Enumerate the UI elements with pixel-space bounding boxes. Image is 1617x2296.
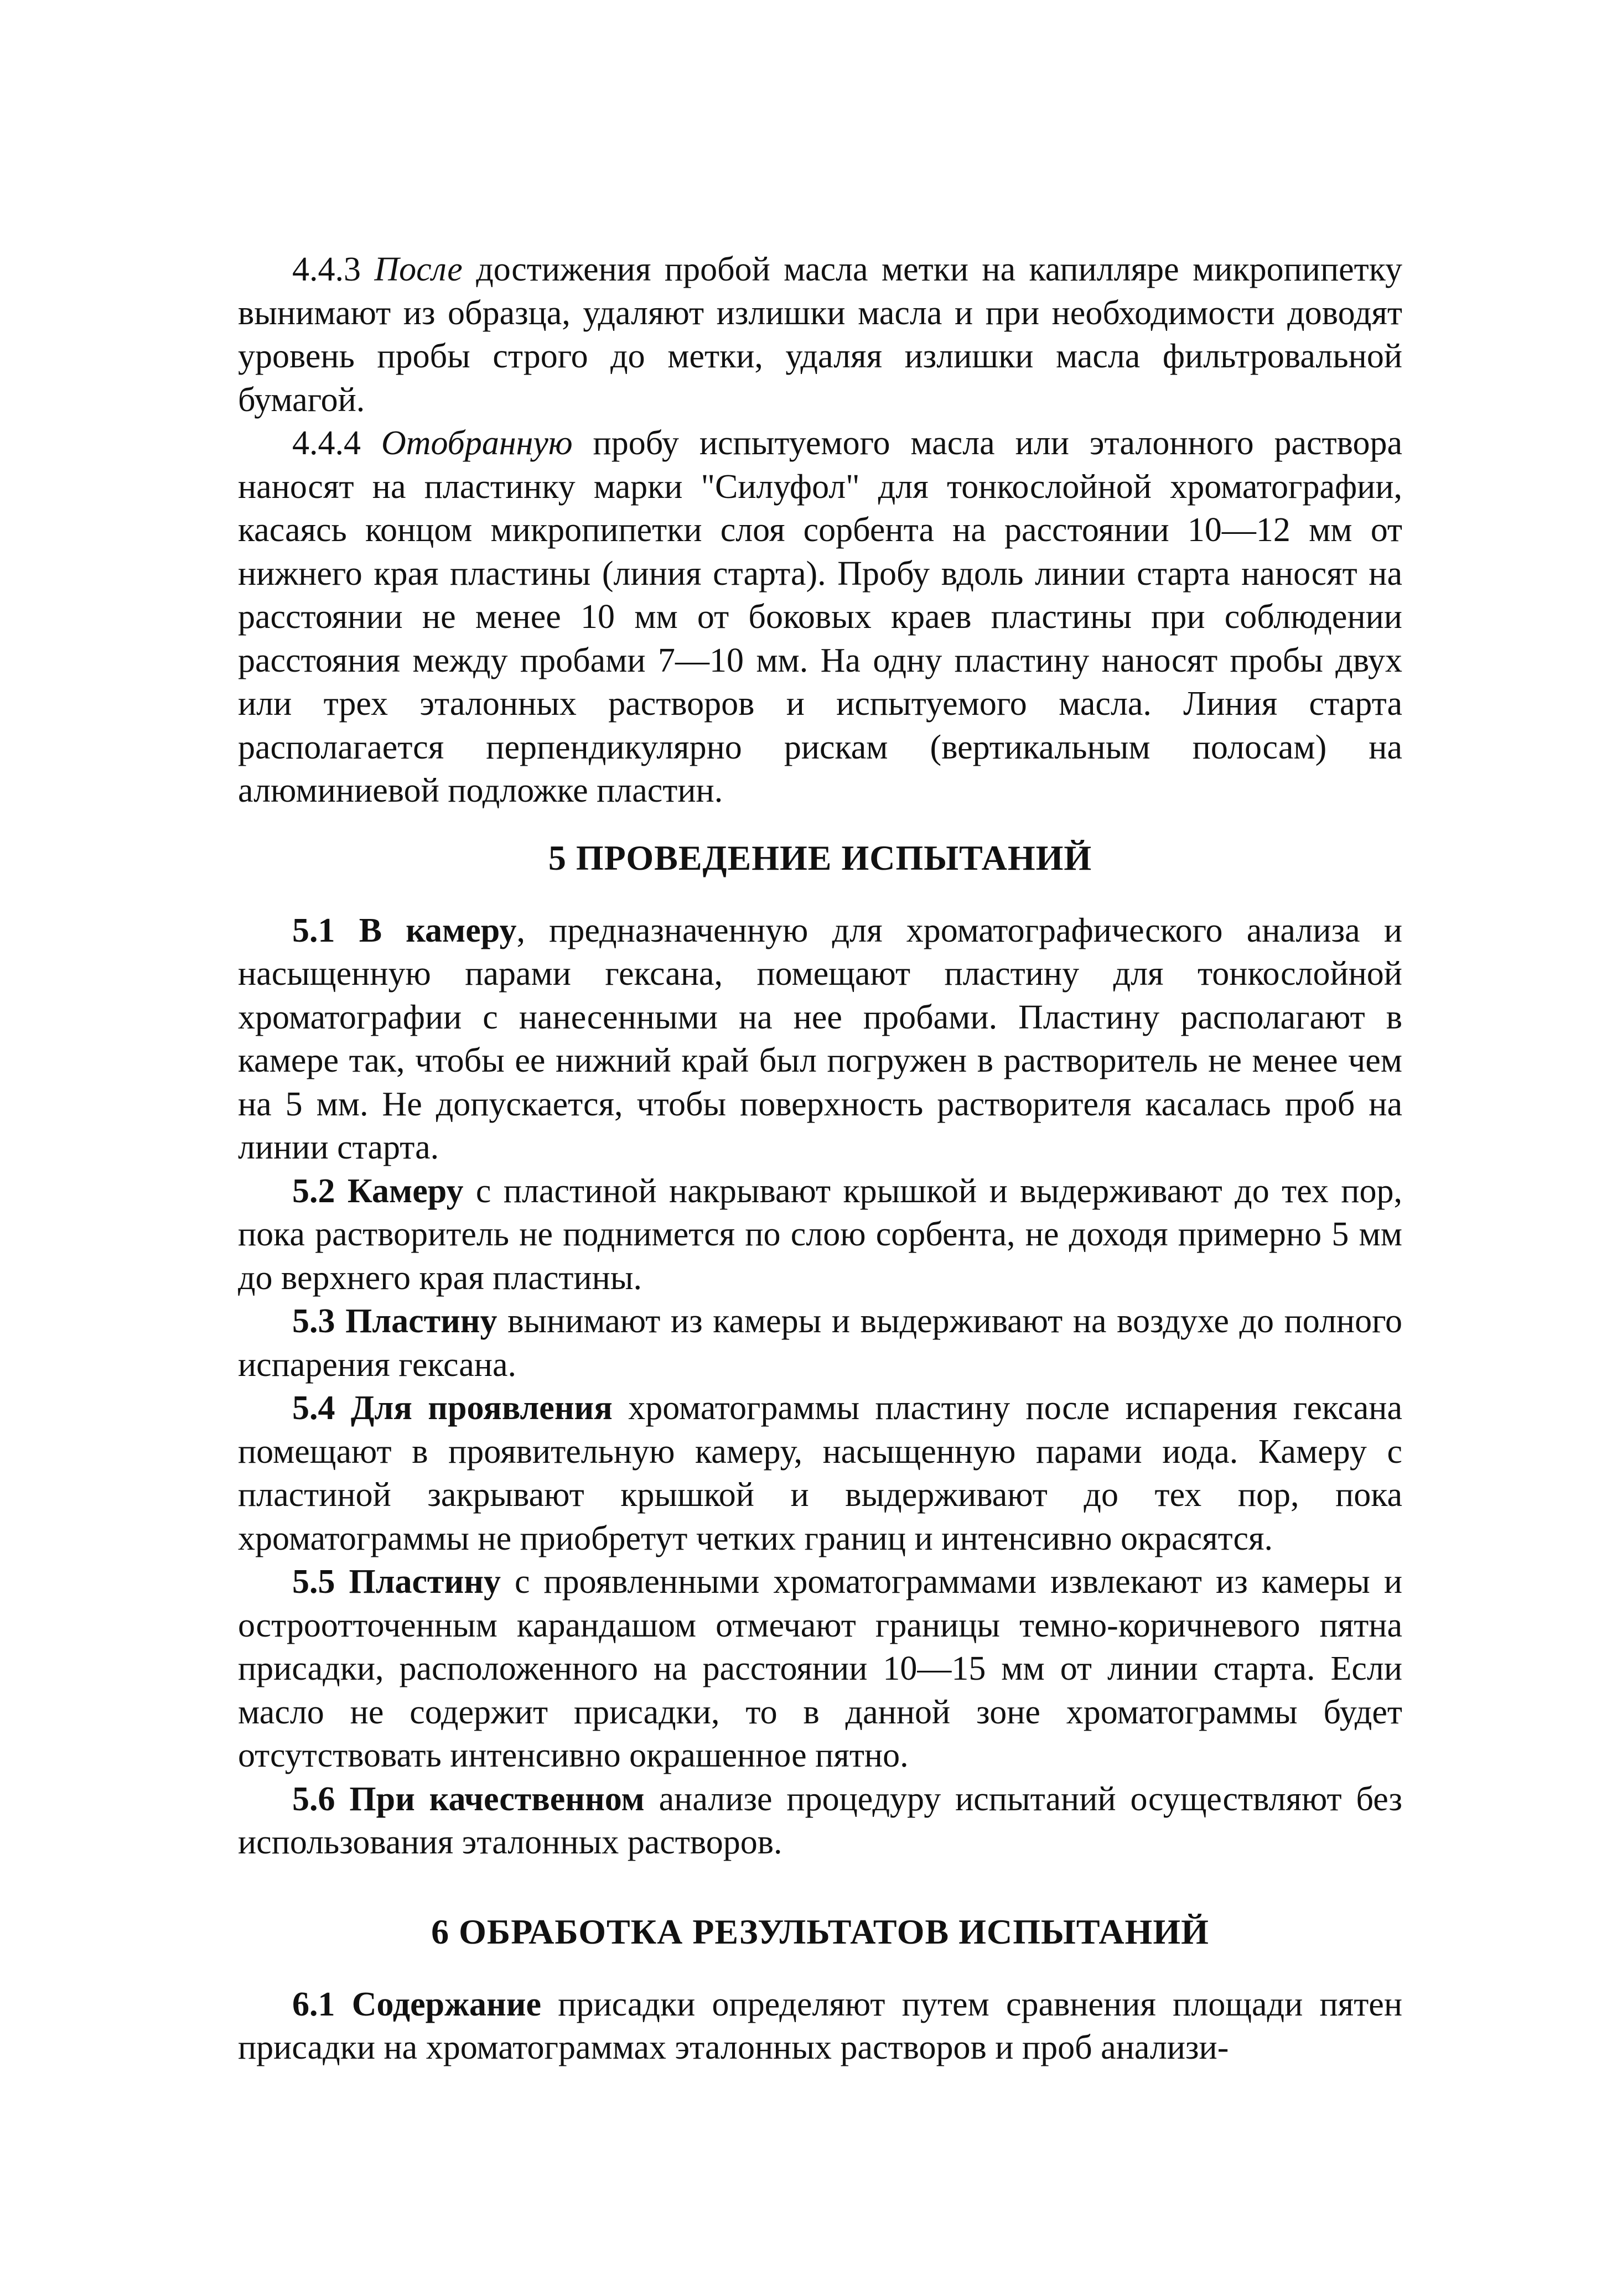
clause-text: достижения пробой масла метки на капилляре микропипетку вынимают из образца, удаляют излишки масла и при необходимости доводят уровень пробы строго до метки, удаляя излишки масла фильтровальной бумагой. [238, 251, 1403, 419]
clause-number: 5.4 [292, 1389, 351, 1427]
clause-text: пробу испытуемого масла или эталонного раствора наносят на пластинку марки "Силуфол" для тонкослойной хроматографии, касаясь концом микропипетки слоя сорбента на расстоянии 10—12 мм от нижнего края пластины (линия старта). Пробу вдоль линии старта наносят на расстоянии не менее 10 мм от боковых краев пластины при соблюдении расстояния между пробами 7—10 мм. На одну пластину наносят пробы двух или трех эталонных растворов и испытуемого масла. Линия старта располагается перпендикулярно рискам (вертикальным полосам) на алюминиевой подложке пластин. [238, 424, 1403, 809]
clause-number: 5.6 [292, 1780, 350, 1818]
clause-lead: В камеру [359, 911, 517, 949]
clause-number: 4.4.4 [292, 424, 381, 462]
paragraph-5-1 [238, 909, 1402, 1170]
clause-lead: После [374, 251, 463, 288]
clause-lead: Пластину [349, 1563, 501, 1601]
clause-text: анализе процедуру испытаний осуществляют без использования эталонных растворов. [238, 1780, 1403, 1861]
paragraph-4-4-4 [238, 422, 1402, 813]
paragraph-5-3 [238, 1300, 1402, 1386]
clause-lead: Камеру [347, 1172, 464, 1210]
section-heading-6: 6 ОБРАБОТКА РЕЗУЛЬТАТОВ ИСПЫТАНИЙ [431, 1911, 1209, 1951]
clause-text: , предназначенную для хроматографического анализа и насыщенную парами гексана, помещают пластину для тонкослойной хроматографии с нанесенными на нее пробами. Пластину располагают в камере так, чтобы ее нижний край был погружен в растворитель не менее чем на 5 мм. Не допускается, чтобы поверхность растворителя касалась проб на линии старта. [238, 911, 1402, 1166]
clause-text: с проявленными хроматограммами извлекают из камеры и остроотточенным карандашом отмечают границы темно-коричневого пятна присадки, расположенного на расстоянии 10—15 мм от линии старта. Если масло не содержит присадки, то в данной зоне хроматограммы будет отсутствовать интенсивно окрашенное пятно. [238, 1563, 1402, 1774]
paragraph-4-4-3 [238, 248, 1402, 422]
paragraph-6-1 [238, 1983, 1402, 2070]
document-page [238, 248, 1402, 2070]
clause-number: 4.4.3 [292, 251, 375, 288]
clause-text: с пластиной накрывают крышкой и выдерживают до тех пор, пока растворитель не поднимется по слою сорбента, не доходя примерно 5 мм до верхнего края пластины. [238, 1172, 1403, 1297]
clause-number: 5.1 [292, 911, 359, 949]
section-heading-5: 5 ПРОВЕДЕНИЕ ИСПЫТАНИЙ [548, 838, 1092, 877]
paragraph-5-2 [238, 1170, 1402, 1300]
clause-text: хроматограммы пластину после испарения гексана помещают в проявительную камеру, насыщенную парами иода. Камеру с пластиной закрывают крышкой и выдерживают до тех пор, пока хроматограммы не приобретут четких границ и интенсивно окрасятся. [238, 1389, 1402, 1557]
paragraph-5-4 [238, 1386, 1402, 1560]
clause-lead: При качественном [349, 1780, 645, 1818]
clause-lead: Содержание [351, 1985, 542, 2023]
clause-number: 5.2 [292, 1172, 348, 1210]
clause-lead: Отобранную [381, 424, 573, 462]
clause-lead: Для проявления [350, 1389, 613, 1427]
clause-lead: Пластину [345, 1302, 497, 1340]
paragraph-5-5 [238, 1560, 1402, 1778]
clause-number: 5.3 [292, 1302, 346, 1340]
clause-text: вынимают из камеры и выдерживают на воздухе до полного испарения гексана. [238, 1302, 1402, 1384]
clause-number: 5.5 [292, 1563, 349, 1601]
clause-text: присадки определяют путем сравнения площади пятен присадки на хроматограммах эталонных растворов и проб анализи- [238, 1985, 1402, 2066]
clause-number: 6.1 [292, 1985, 352, 2023]
paragraph-5-6 [238, 1778, 1402, 1864]
